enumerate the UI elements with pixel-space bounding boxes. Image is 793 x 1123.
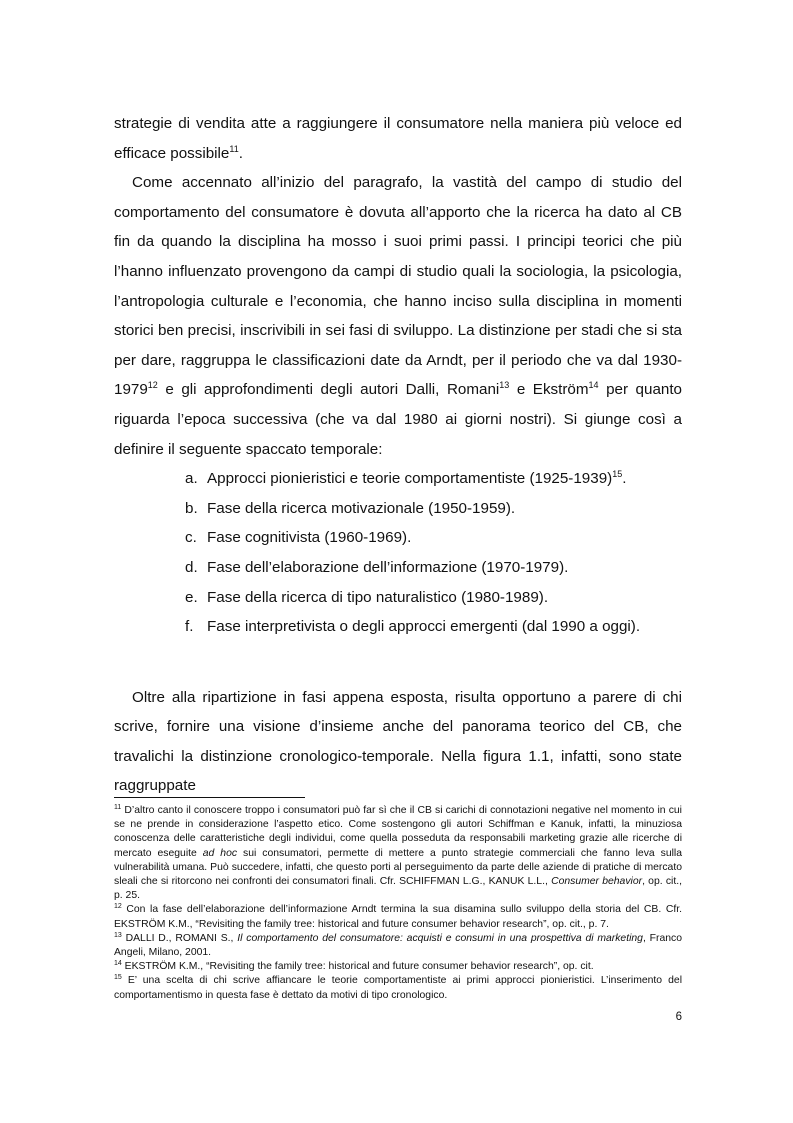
paragraph-text: strategie di vendita atte a raggiungere il consumatore nella maniera più veloce ed efficace possibile bbox=[114, 115, 682, 162]
list-item bbox=[185, 464, 682, 494]
footnote-11 bbox=[114, 804, 682, 903]
footnote-italic: ad hoc bbox=[202, 847, 238, 859]
list-item bbox=[185, 523, 682, 553]
footnote-ref-15[interactable]: 15 bbox=[612, 469, 623, 480]
footnote-separator bbox=[114, 797, 305, 798]
footnote-text: , op. cit., p. 25. bbox=[114, 876, 682, 902]
footnote-text: E’ una scelta di chi scrive affiancare le teorie comportamentiste ai primi approcci pionieristici. L’inserimento del comportamentismo in questa fase è dettato da motivi di tipo cronologico. bbox=[114, 975, 682, 1001]
list-item-text: Fase interpretivista o degli approcci emergenti (dal 1990 a oggi). bbox=[207, 618, 641, 636]
footnote-italic: Consumer behavior bbox=[551, 876, 643, 888]
footnote-ref-14[interactable]: 14 bbox=[588, 380, 599, 391]
footnote-14 bbox=[114, 960, 682, 974]
paragraph-closing: Oltre alla ripartizione in fasi appena esposta, risulta opportuno a parere di chi scrive, fornire una visione d’insieme anche del panorama teorico del CB, che travalichi la distinzione cronologico-temporale. Nella figura 1.1, infatti, sono state raggruppate bbox=[114, 688, 682, 795]
list-item-text: Fase dell’elaborazione dell’informazione (1970-1979). bbox=[207, 558, 569, 576]
list-item-text: Fase cognitivista (1960-1969). bbox=[207, 529, 412, 547]
page-number: 6 bbox=[675, 1011, 682, 1023]
footnote-number: 13 bbox=[114, 931, 122, 939]
list-marker: c. bbox=[185, 529, 197, 547]
paragraph-text: Come accennato all’inizio del paragrafo, la vastità del campo di studio del comportamento del consumatore è dovuta all’apporto che la ricerca ha dato al CB fin da quando la disciplina ha mosso i suoi primi passi. I principi teorici che più l’hanno influenzato provengono da campi di studio quali la sociologia, la psicologia, l’antropologia culturale e l’economia, che hanno inciso sulla disciplina in momenti storici ben precisi, inscrivibili in sei fasi di sviluppo. La distinzione per stadi che si sta per dare, raggruppa le classificazioni date da Arndt, per il periodo che va dal 1930-1979 bbox=[114, 174, 682, 399]
footnote-12 bbox=[114, 903, 682, 931]
footnote-number: 14 bbox=[114, 960, 122, 968]
paragraph-text: . bbox=[238, 144, 243, 162]
footnote-number: 15 bbox=[114, 974, 122, 982]
footnotes bbox=[114, 804, 682, 1003]
list-item-text: Fase della ricerca motivazionale (1950-1959). bbox=[207, 499, 516, 517]
list-marker: a. bbox=[185, 470, 198, 488]
footnote-ref-13[interactable]: 13 bbox=[499, 380, 510, 391]
footnote-text: sui consumatori, permette di mettere a punto strategie commerciali che fanno leva sulla vulnerabilità umana. Può succedere, infatti, che questo porti al perseguimento da parte delle aziende di pratiche di mercato sleali che si ritorcono nei confronti dei consumatori finali. Cfr. SCHIFFMAN L.G., KANUK L.L., bbox=[114, 847, 683, 888]
footnote-text: D’altro canto il conoscere troppo i consumatori può far sì che il CB si carichi di connotazioni negative nel momento in cui se ne prende in considerazione l’aspetto etico. Come sostengono gli autori Schiffman e Kanuk, infatti, la minuziosa conoscenza delle caratteristiche degli individui, come quella posseduta da responsabili marketing grazie alle ricerche di mercato eseguite bbox=[114, 805, 682, 859]
list-marker: e. bbox=[185, 588, 198, 606]
list-marker: f. bbox=[185, 618, 194, 636]
list-item-text bbox=[207, 464, 626, 494]
list-item bbox=[185, 494, 682, 524]
phase-label: Approcci pionieristici e teorie comportamentiste (1925-1939) bbox=[207, 470, 613, 488]
list-item bbox=[185, 553, 682, 583]
body-text bbox=[114, 109, 682, 801]
paragraph-phases-intro bbox=[114, 168, 682, 464]
phase-suffix: . bbox=[622, 470, 627, 488]
footnote-number: 12 bbox=[114, 903, 122, 911]
footnote-ref-12[interactable]: 12 bbox=[147, 380, 158, 391]
paragraph-continuation bbox=[114, 109, 682, 168]
paragraph-text: per quanto riguarda l’epoca successiva (che va dal 1980 ai giorni nostri). Si giunge così a definire il seguente spaccato temporale: bbox=[114, 381, 683, 458]
footnote-15 bbox=[114, 974, 682, 1002]
footnote-text: , Franco Angeli, Milano, 2001. bbox=[114, 932, 682, 959]
list-item-text: Fase della ricerca di tipo naturalistico (1980-1989). bbox=[207, 588, 549, 606]
paragraph-text: e Ekström bbox=[509, 381, 589, 399]
list-item bbox=[185, 583, 682, 613]
list-item bbox=[185, 612, 682, 642]
footnote-text: DALLI D., ROMANI S., bbox=[121, 932, 238, 944]
footnote-number: 11 bbox=[114, 804, 122, 811]
paragraph-text: e gli approfondimenti degli autori Dalli, Romani bbox=[157, 381, 500, 399]
footnote-13 bbox=[114, 932, 682, 960]
paragraph-spacer bbox=[114, 642, 682, 683]
list-marker: b. bbox=[185, 499, 198, 517]
list-marker: d. bbox=[185, 558, 198, 576]
footnote-text: Con la fase dell’elaborazione dell’informazione Arndt termina la sua disamina sullo sviluppo della storia del CB. Cfr. EKSTRÖM K.M., “Revisiting the family tree: historical and future consumer behavior research”, op. cit., p. 7. bbox=[114, 904, 682, 930]
footnote-ref-11[interactable]: 11 bbox=[229, 143, 239, 154]
phase-list bbox=[114, 464, 682, 642]
footnote-italic: Il comportamento del consumatore: acquisti e consumi in una prospettiva di marketing bbox=[237, 932, 643, 944]
footnote-text: EKSTRÖM K.M., “Revisiting the family tree: historical and future consumer behavior research”, op. cit. bbox=[121, 961, 594, 973]
